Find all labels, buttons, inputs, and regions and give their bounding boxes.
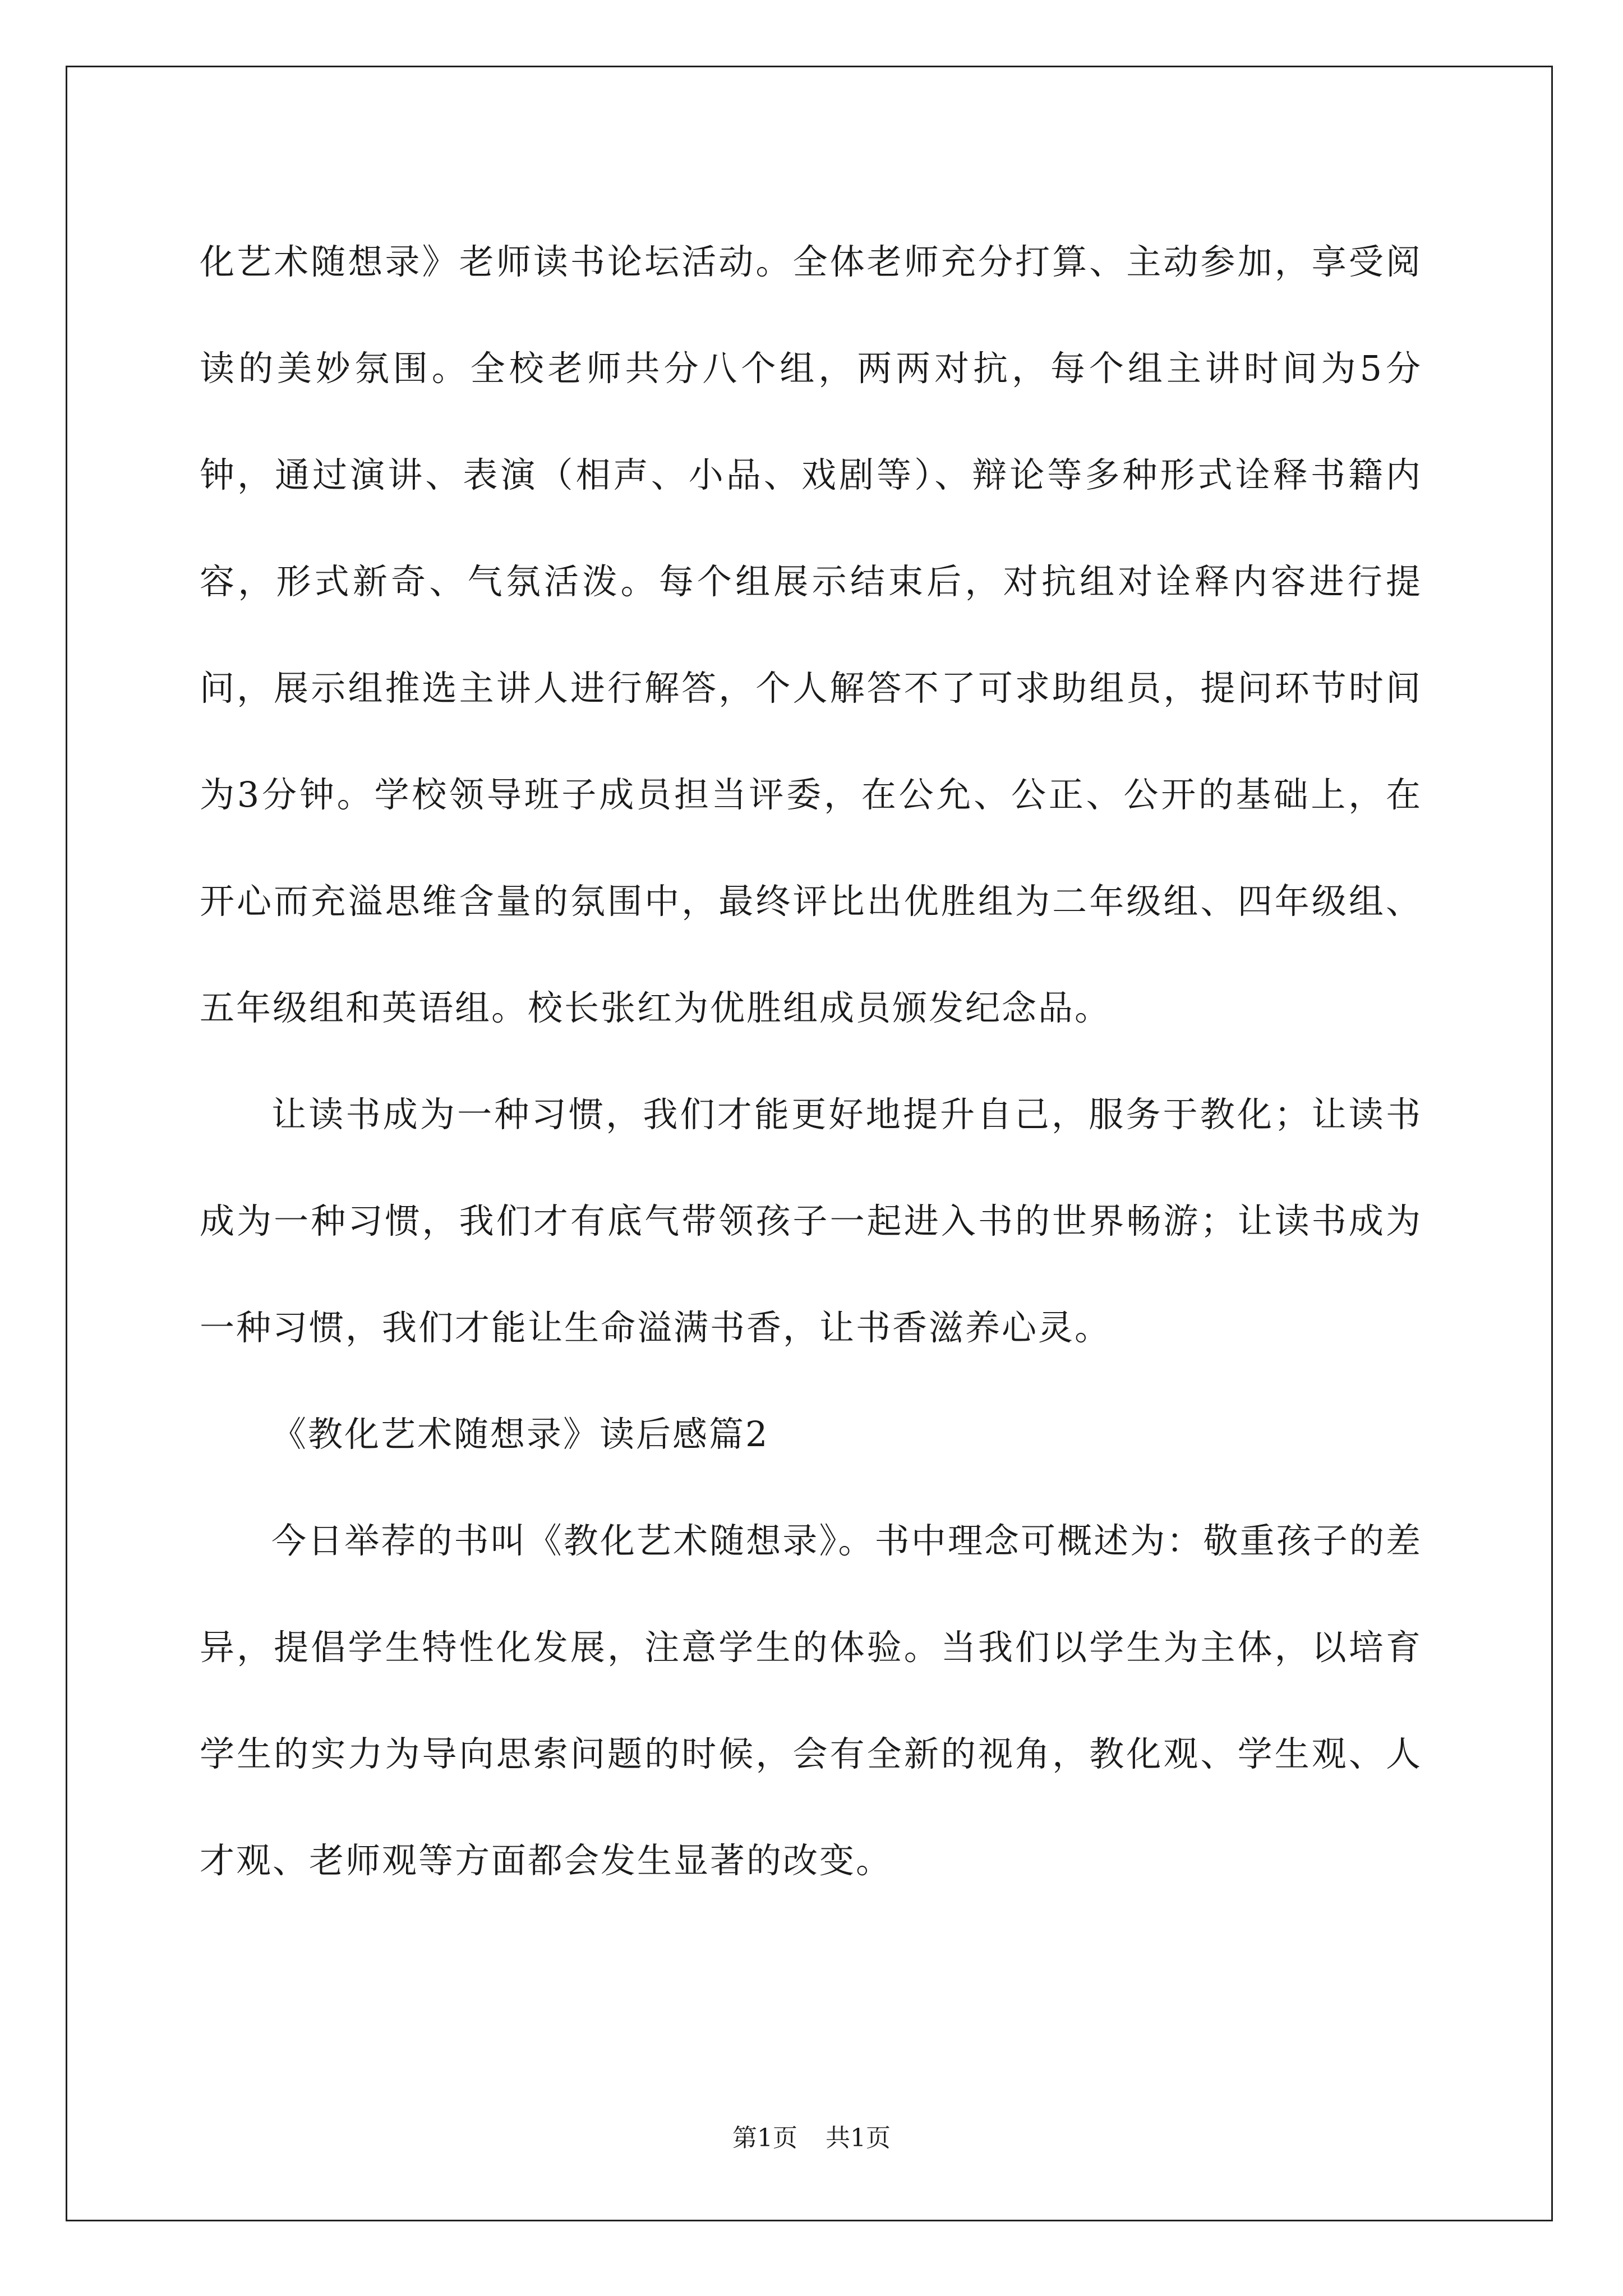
paragraph-continuation: 化艺术随想录》老师读书论坛活动。全体老师充分打算、主动参加，享受阅读的美妙氛围。全校老师共分八个组，两两对抗，每个组主讲时间为5分钟，通过演讲、表演（相声、小品、戏剧等）、辩论等多种形式诠释书籍内容，形式新奇、气氛活泼。每个组展示结束后，对抗组对诠释内容进行提问，展示组推选主讲人进行解答，个人解答不了可求助组员，提问环节时间为3分钟。学校领导班子成员担当评委，在公允、公正、公开的基础上，在开心而充溢思维含量的氛围中，最终评比出优胜组为二年级组、四年级组、五年级组和英语组。校长张红为优胜组成员颁发纪念品。 bbox=[200, 241, 1422, 1028]
paragraph-reading-habit: 让读书成为一种习惯，我们才能更好地提升自己，服务于教化；让读书成为一种习惯，我们才有底气带领孩子一起进入书的世界畅游；让读书成为一种习惯，我们才能让生命溢满书香，让书香滋养心灵。 bbox=[200, 1094, 1422, 1348]
page-number: 第1页 bbox=[732, 2124, 797, 2152]
page-footer bbox=[0, 2118, 1623, 2154]
paragraph-book-recommendation: 今日举荐的书叫《教化艺术随想录》。书中理念可概述为：敬重孩子的差异，提倡学生特性化发展，注意学生的体验。当我们以学生为主体，以培育学生的实力为导向思索问题的时候，会有全新的视角，教化观、学生观、人才观、老师观等方面都会发生显著的改变。 bbox=[200, 1520, 1422, 1881]
document-body bbox=[200, 209, 1422, 1914]
page-total: 共1页 bbox=[826, 2124, 891, 2152]
section-heading: 《教化艺术随想录》读后感篇2 bbox=[271, 1414, 769, 1455]
